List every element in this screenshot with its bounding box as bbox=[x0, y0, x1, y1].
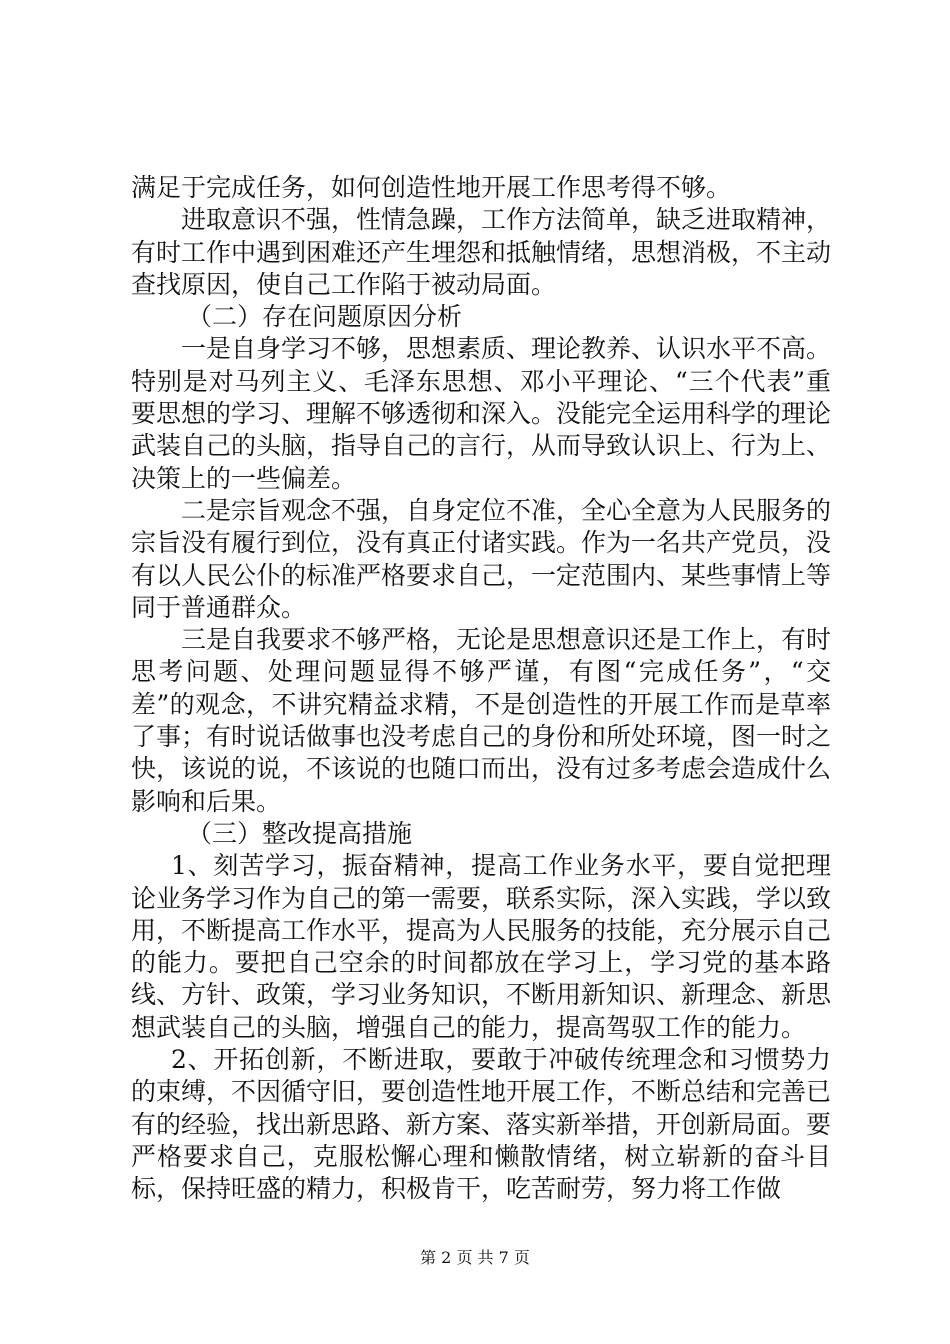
paragraph-measure-two: 2、开拓创新，不断进取，要敢于冲破传统理念和习惯势力的束缚，不因循守旧，要创造性地开展工作，不断总结和完善已有的经验，找出新思路、新方案、落实新举措，开创新局面。要严格要求自己，克服松懈心理和懒散情绪，树立崭新的奋斗目标，保持旺盛的精力，积极肯干，吃苦耐劳，努力将工作做 bbox=[131, 1045, 832, 1204]
paragraph-cause-one: 一是自身学习不够，思想素质、理论教养、认识水平不高。特别是对马列主义、毛泽东思想、邓小平理论、“三个代表”重要思想的学习、理解不够透彻和深入。没能完全运用科学的理论武装自己的头脑，指导自己的言行，从而导致认识上、行为上、决策上的一些偏差。 bbox=[131, 334, 832, 493]
paragraph-measure-one: 1、刻苦学习，振奋精神，提高工作业务水平，要自觉把理论业务学习作为自己的第一需要，联系实际，深入实践，学以致用，不断提高工作水平，提高为人民服务的技能，充分展示自己的能力。要把自己空余的时间都放在学习上，学习党的基本路线、方针、政策，学习业务知识，不断用新知识、新理念、新思想武装自己的头脑，增强自己的能力，提高驾驭工作的能力。 bbox=[131, 851, 832, 1042]
page-footer: 第 2 页 共 7 页 bbox=[420, 1248, 530, 1267]
paragraph-continuation: 满足于完成任务，如何创造性地开展工作思考得不够。 bbox=[131, 173, 732, 202]
section-heading-rectification: （三）整改提高措施 bbox=[187, 818, 413, 848]
paragraph-progress-awareness: 进取意识不强，性情急躁，工作方法简单，缺乏进取精神，有时工作中遇到困难还产生埋怨和抵触情绪，思想消极，不主动查找原因，使自己工作陷于被动局面。 bbox=[131, 205, 832, 299]
paragraph-cause-three: 三是自我要求不够严格，无论是思想意识还是工作上，有时思考问题、处理问题显得不够严谨，有图“完成任务”，“交差”的观念，不讲究精益求精，不是创造性的开展工作而是草率了事；有时说话做事也没考虑自己的身份和所处环境，图一时之快，该说的说，不该说的也随口而出，没有过多考虑会造成什么影响和后果。 bbox=[131, 625, 832, 816]
section-heading-cause-analysis: （二）存在问题原因分析 bbox=[187, 302, 463, 332]
paragraph-cause-two: 二是宗旨观念不强，自身定位不准，全心全意为人民服务的宗旨没有履行到位，没有真正付诸实践。作为一名共产党员，没有以人民公仆的标准严格要求自己，一定范围内、某些事情上等同于普通群众。 bbox=[131, 495, 832, 622]
document-body bbox=[131, 172, 831, 1206]
